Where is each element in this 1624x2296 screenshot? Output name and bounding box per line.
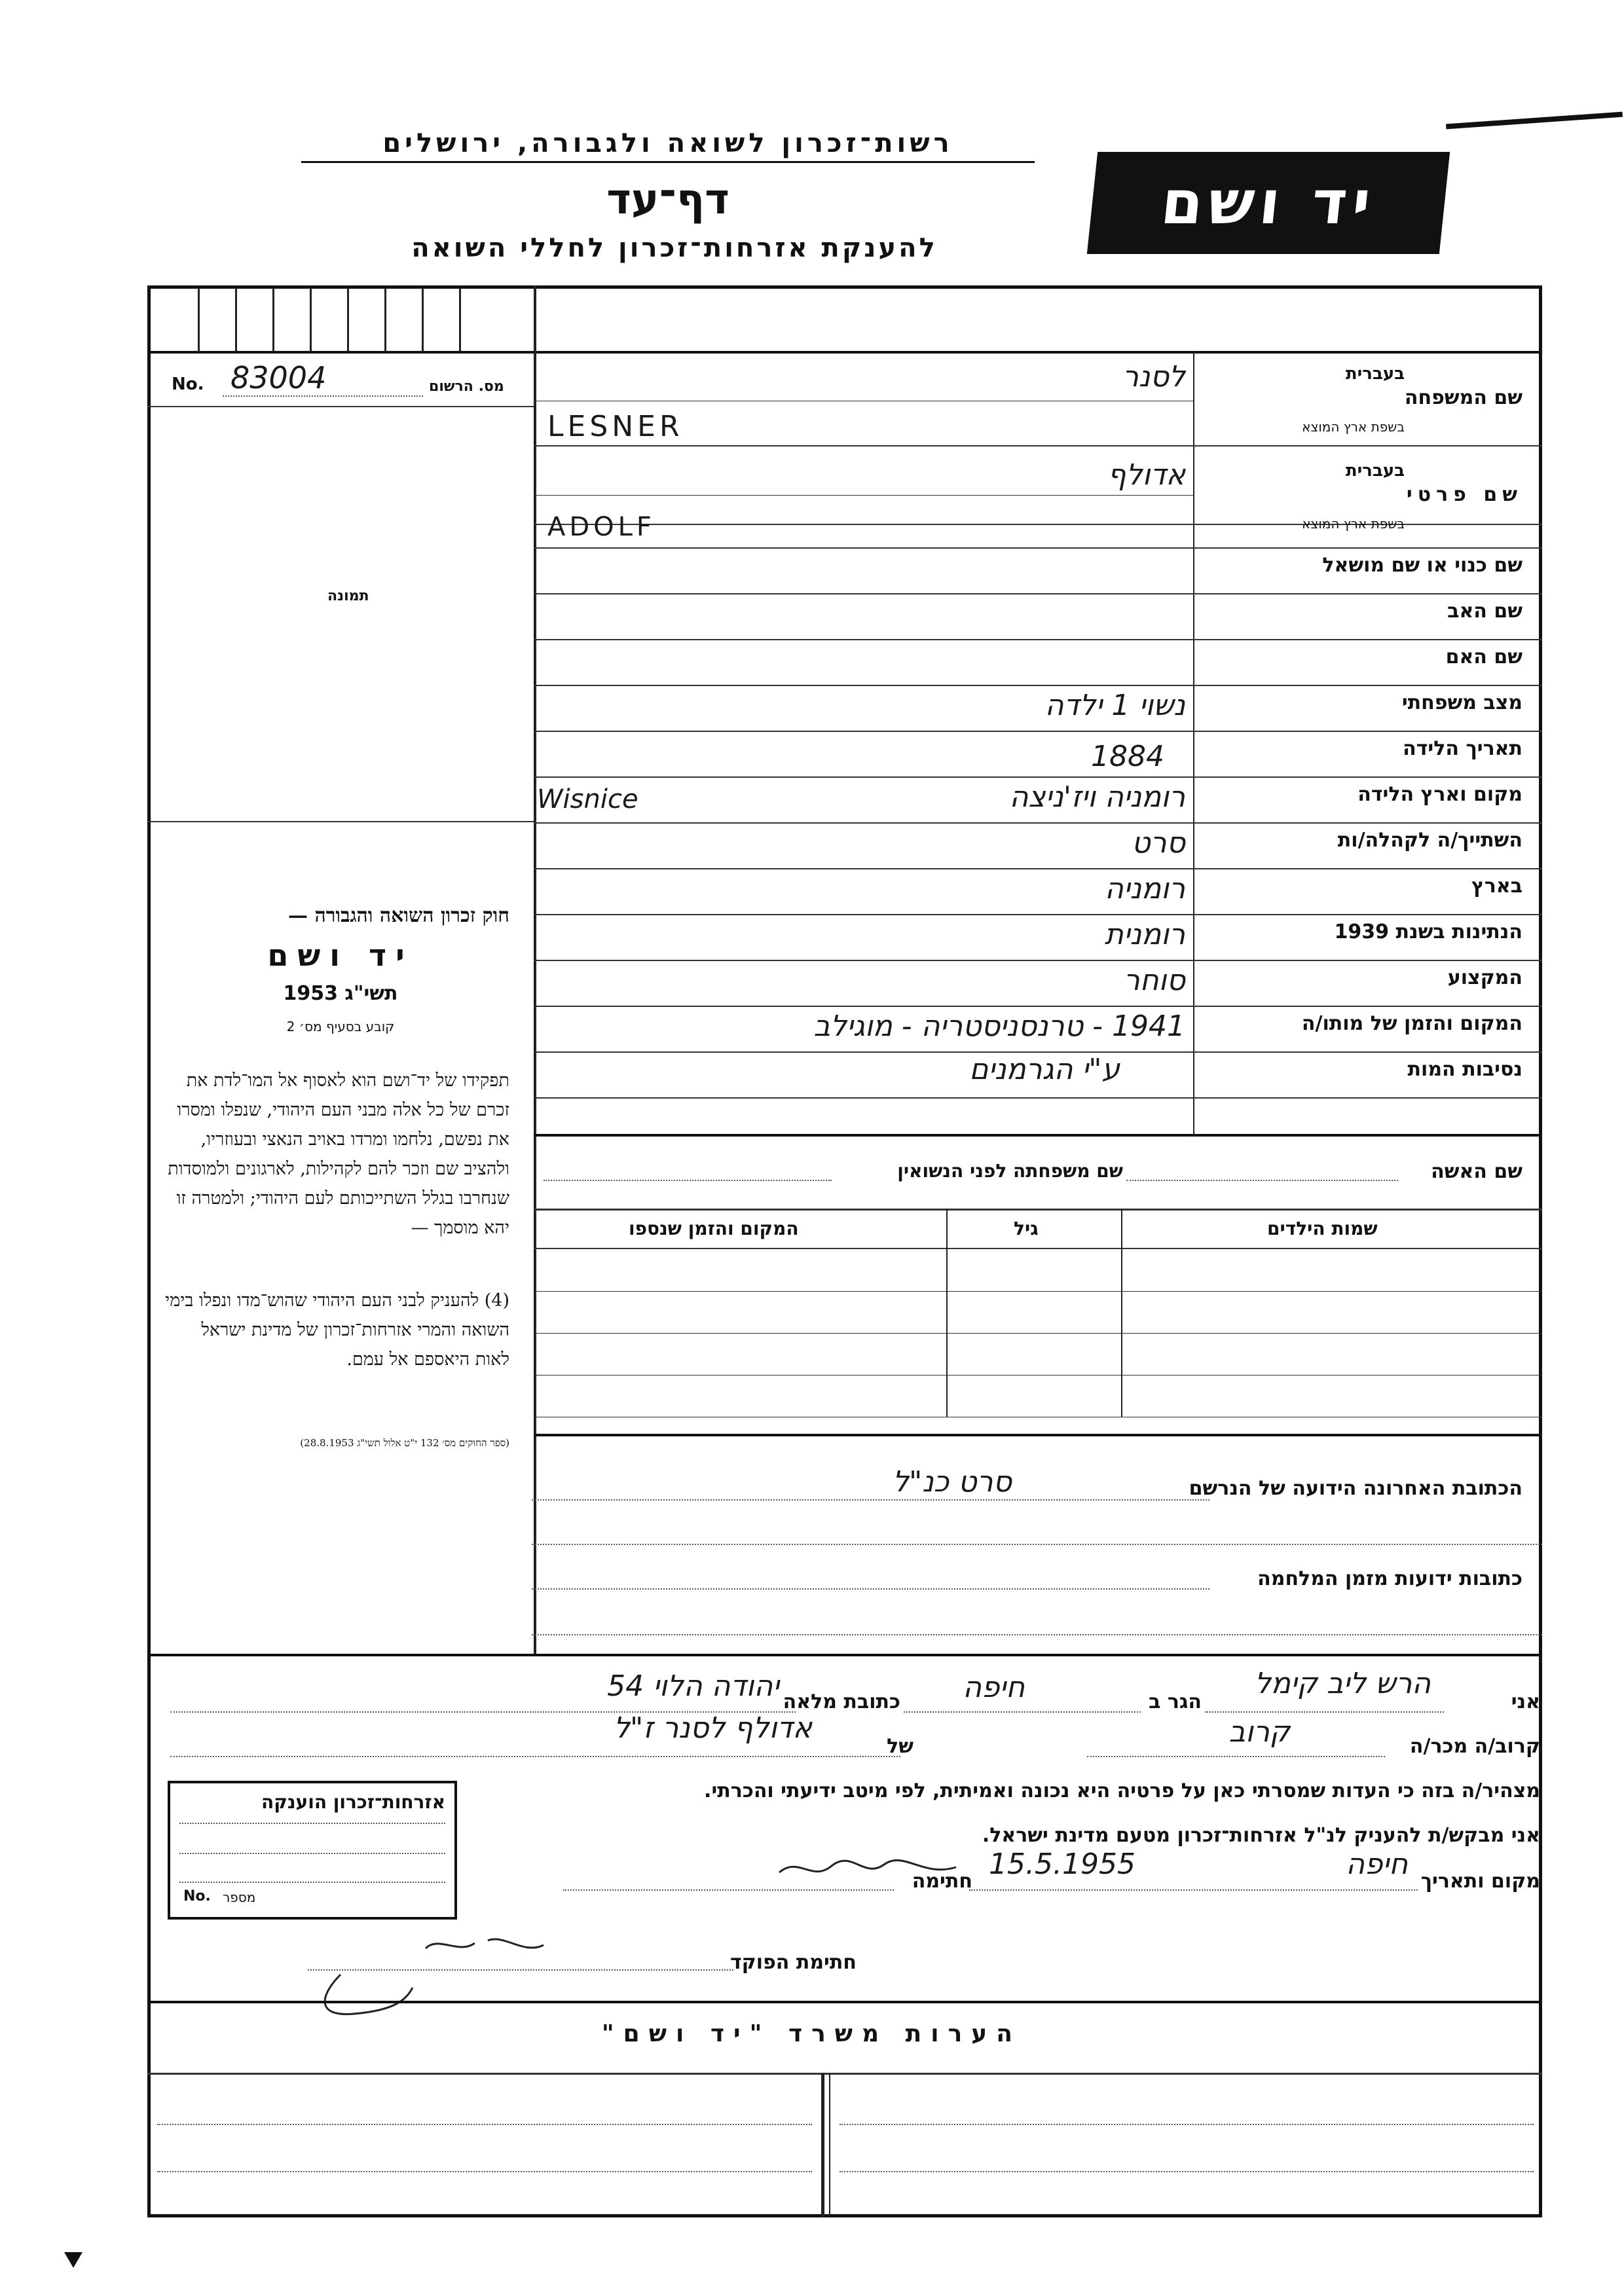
place-value: חיפה	[1346, 1848, 1408, 1881]
family-name-origin-sublabel: בשפת ארץ המוצא	[1302, 419, 1405, 435]
citizenship-granted-title: אזרחות־זכרון הוענקה	[261, 1791, 445, 1813]
photo-label: תמונה	[327, 588, 369, 604]
request-text: אני מבקש/ת להעניק לנ"ל אזרחות־זכרון מטעם מדינת ישראל.	[982, 1824, 1540, 1847]
officer-signature-label: חתימת הפוקד	[730, 1951, 857, 1974]
declaration-text: מצהיר/ה בזה כי העדות שמסרתי כאן על פרטיה היא נכונה ואמיתית, לפי מיטב ידיעתי והכרתי.	[704, 1779, 1540, 1802]
death-place-time-value: 1941 - טרנסניסטריה - מוגילב	[813, 1010, 1185, 1043]
first-name-hebrew-value: אדולף	[1107, 458, 1185, 492]
country-label: בארץ	[1471, 875, 1522, 898]
family-name-hebrew-sublabel: בעברית	[1345, 364, 1405, 384]
family-name-hebrew-value: לסנר	[1122, 360, 1185, 393]
law-citation: (ספר החוקים מס׳ 132 י"ט אלול תשי"ג 28.8.1953)	[300, 1437, 509, 1449]
birth-place-value: רומניה ויז'ניצה	[1009, 780, 1185, 814]
father-name-label: שם האב	[1447, 600, 1522, 623]
last-address-label: הכתובת האחרונה הידועה של הנרשם	[1189, 1477, 1522, 1500]
death-circumstances-value: ע"י הגרמנים	[969, 1053, 1120, 1086]
wartime-addresses-label: כתובות ידועות מזמן המלחמה	[1257, 1567, 1522, 1590]
nickname-label: שם כנוי או שם מושאל	[1322, 554, 1522, 577]
yad-vashem-logo	[1087, 152, 1450, 254]
death-place-time-label: המקום והזמן של מותו/ה	[1301, 1012, 1522, 1035]
relation-value: קרוב	[1228, 1715, 1290, 1749]
citizenship-number-label: מספר	[223, 1889, 256, 1905]
profession-label: המקצוע	[1447, 966, 1522, 989]
registration-number: 83004	[231, 360, 327, 395]
declarant-i-label: אני	[1511, 1690, 1540, 1713]
birth-place-latin-value: Wisnice	[537, 784, 638, 814]
authority-title: רשות־זכרון לשואה ולגבורה, ירושלים	[301, 128, 1035, 163]
law-paragraph-1: תפקידו של יד־ושם הוא לאסוף אל המו־לדת את זכרם של כל אלה מבני העם היהודי, שנפלו ומסרו את נפשם, נלחמו ומרדו באויב הנאצי ובעוזריו, ולהציב שם וזכר להם לקהילות, לארגונים ולמוסדות שנחרבו בגלל השתייכותם לעם היהודי; ולמטרה זו יהא מוסמך —	[168, 1070, 509, 1238]
logo-text: יד ושם	[1158, 168, 1379, 238]
declarant-city-value: חיפה	[963, 1671, 1025, 1704]
birth-place-label: מקום וארץ הלידה	[1357, 783, 1522, 806]
first-name-latin-value: ADOLF	[547, 512, 655, 542]
law-title: חוק זכרון השואה והגבורה —	[288, 904, 509, 927]
corner-registration-mark	[64, 2252, 83, 2268]
citizenship-granted-box	[168, 1781, 457, 1920]
profession-value: סוחר	[1123, 964, 1185, 997]
wife-maiden-name-label: שם משפחתה לפני הנשואין	[897, 1160, 1123, 1182]
country-value: רומניה	[1105, 872, 1185, 905]
registration-no-prefix: No.	[172, 374, 204, 394]
community-label: השתייך/ה לקהלה/ות	[1337, 829, 1522, 852]
corner-mark	[1446, 112, 1623, 130]
declarant-full-address-label: כתובת מלאה	[783, 1690, 900, 1713]
declarant-signature	[773, 1853, 963, 1886]
citizenship-1939-value: רומנית	[1104, 918, 1185, 951]
citizenship-1939-label: הנתינות בשנת 1939	[1334, 920, 1522, 943]
left-column-divider	[534, 285, 536, 1654]
declarant-name-value: הרש ליב קימל	[1255, 1667, 1431, 1700]
citizenship-no-label: No.	[183, 1888, 211, 1904]
family-name-label: שם המשפחה	[1404, 386, 1522, 409]
family-name-latin-value: LESNER	[547, 410, 684, 443]
registration-label: מס. הרשום	[429, 378, 504, 395]
first-name-origin-sublabel: בשפת ארץ המוצא	[1302, 516, 1405, 532]
first-name-label: שם פרטי	[1406, 483, 1522, 506]
children-names-header: שמות הילדים	[1267, 1218, 1378, 1239]
officer-signature	[308, 1929, 570, 2027]
law-name: יד ושם	[267, 938, 414, 973]
form-title: דף־עד	[606, 175, 729, 224]
law-section: קובע בסעיף מס׳ 2	[286, 1019, 395, 1034]
death-circumstances-label: נסיבות המות	[1407, 1058, 1522, 1081]
mother-name-label: שם האם	[1445, 646, 1522, 668]
office-remarks-title: הערות משרד "יד ושם"	[601, 2020, 1022, 2047]
last-address-value: סרט כנ"ל	[892, 1465, 1012, 1499]
law-paragraph-2: (4) להעניק לבני העם היהודי שהוש־מדו ונפלו בימי השואה והמרי אזרחות־זכרון של מדינת ישראל לאות היאספם אל עמם.	[165, 1290, 509, 1370]
wife-name-label: שם האשה	[1431, 1160, 1522, 1183]
marital-status-value: נשוי 1 ילדה	[1044, 689, 1185, 722]
marital-status-label: מצב משפחתי	[1401, 691, 1522, 714]
of-value: אדולף לסנר ז"ל	[613, 1711, 812, 1745]
relation-label: קרוב/ה מכר/ה	[1409, 1735, 1540, 1758]
children-age-header: גיל	[1014, 1218, 1039, 1239]
form-subtitle: להענקת אזרחות־זכרון לחללי השואה	[411, 233, 938, 263]
law-year: תשי"ג 1953	[283, 982, 398, 1005]
date-value: 15.5.1955	[989, 1848, 1135, 1881]
declarant-address-value: יהודה הלוי 54	[607, 1669, 779, 1703]
birth-date-label: תאריך הלידה	[1403, 737, 1522, 760]
declarant-resides-label: הגר ב	[1149, 1690, 1202, 1713]
place-date-label: מקום ותאריך	[1420, 1870, 1540, 1893]
birth-date-value: 1884	[1091, 740, 1164, 773]
first-name-hebrew-sublabel: בעברית	[1345, 461, 1405, 481]
of-label: של	[887, 1735, 913, 1758]
community-value: סרט	[1132, 826, 1185, 860]
children-place-header: המקום והזמן שנספו	[629, 1218, 799, 1239]
signature-label: חתימה	[912, 1870, 972, 1893]
